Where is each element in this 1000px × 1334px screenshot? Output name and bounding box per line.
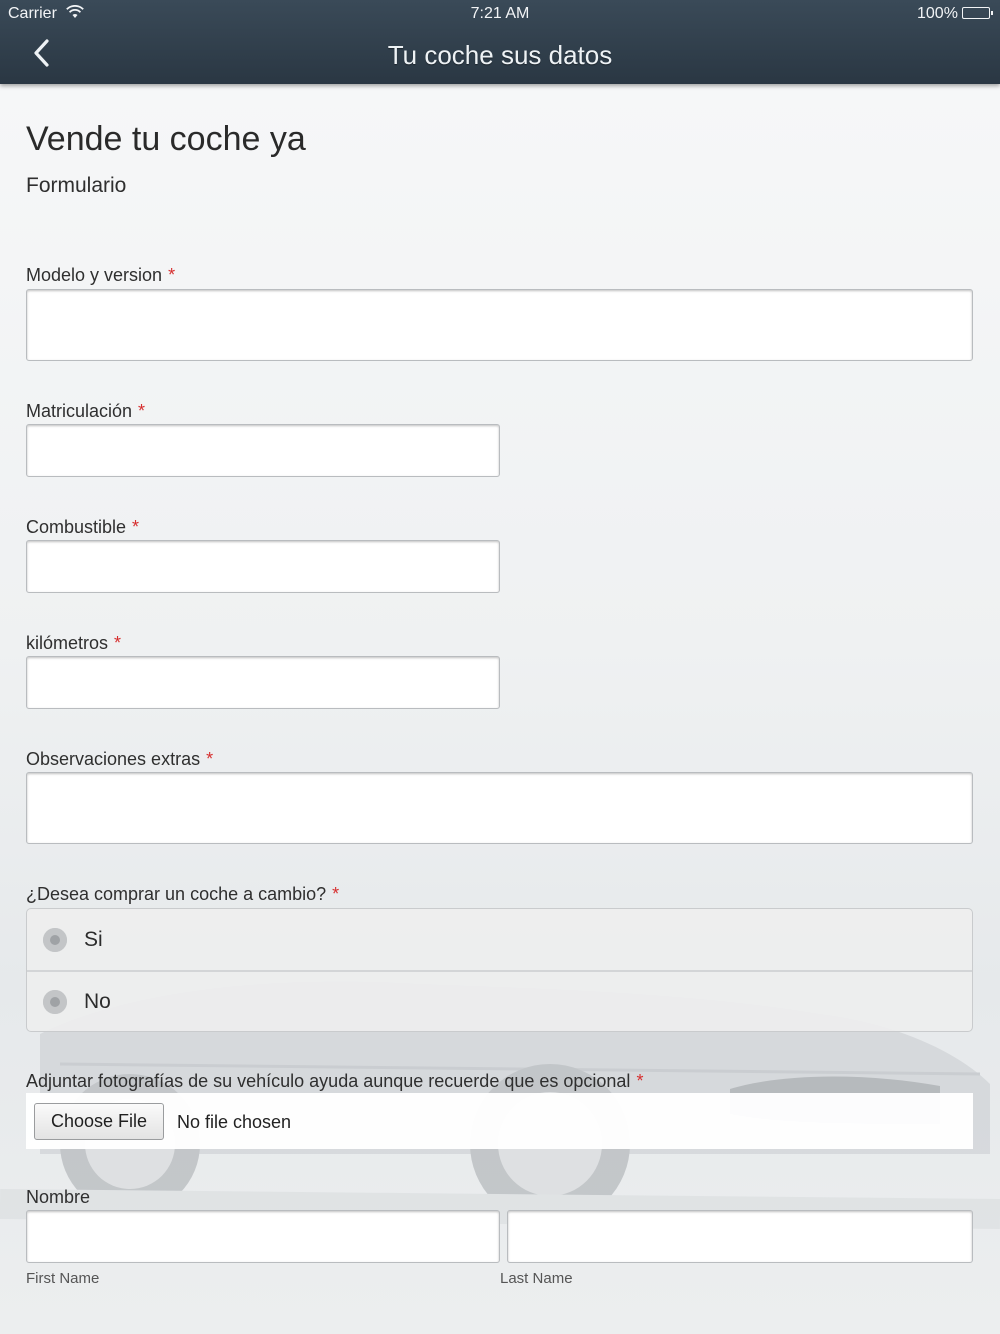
radio-option-si[interactable] xyxy=(27,909,972,970)
radio-label-si: Si xyxy=(84,927,103,951)
page-subtitle: Formulario xyxy=(26,174,127,197)
radio-button-icon[interactable] xyxy=(43,928,67,952)
radio-option-no[interactable] xyxy=(27,970,972,1031)
required-mark: * xyxy=(206,749,214,769)
combustible-input[interactable] xyxy=(26,540,500,593)
cambio-radio-group xyxy=(26,908,973,1032)
matriculacion-input[interactable] xyxy=(26,424,500,477)
radio-label-no: No xyxy=(84,989,111,1013)
observaciones-label: Observaciones extras * xyxy=(26,749,214,769)
required-mark: * xyxy=(114,633,122,653)
page-title: Vende tu coche ya xyxy=(26,120,306,158)
modelo-label: Modelo y version * xyxy=(26,265,176,285)
battery-icon xyxy=(962,7,990,19)
last-name-sublabel: Last Name xyxy=(500,1270,573,1287)
first-name-input[interactable] xyxy=(26,1210,500,1263)
choose-file-button[interactable]: Choose File xyxy=(34,1103,164,1140)
nav-title: Tu coche sus datos xyxy=(387,40,613,70)
required-mark: * xyxy=(636,1071,644,1091)
status-bar xyxy=(0,0,1000,28)
radio-button-icon[interactable] xyxy=(43,990,67,1014)
battery-percent: 100% xyxy=(917,5,958,22)
carrier-label: Carrier xyxy=(8,5,57,22)
combustible-label: Combustible * xyxy=(26,517,140,537)
modelo-input[interactable] xyxy=(26,289,973,361)
required-mark: * xyxy=(168,265,176,285)
matriculacion-label: Matriculación * xyxy=(26,401,146,421)
nombre-label: Nombre xyxy=(26,1187,91,1207)
cambio-label: ¿Desea comprar un coche a cambio? * xyxy=(26,884,340,904)
kilometros-input[interactable] xyxy=(26,656,500,709)
observaciones-input[interactable] xyxy=(26,772,973,844)
status-time: 7:21 AM xyxy=(470,5,530,22)
last-name-input[interactable] xyxy=(507,1210,973,1263)
file-status: No file chosen xyxy=(177,1112,292,1132)
file-upload xyxy=(26,1093,973,1149)
first-name-sublabel: First Name xyxy=(26,1270,100,1287)
fotos-label: Adjuntar fotografías de su vehículo ayuda aunque recuerde que es opcional * xyxy=(26,1071,644,1091)
kilometros-label: kilómetros * xyxy=(26,633,122,653)
required-mark: * xyxy=(332,884,340,904)
navigation-bar xyxy=(0,0,1000,84)
required-mark: * xyxy=(132,517,140,537)
required-mark: * xyxy=(138,401,146,421)
